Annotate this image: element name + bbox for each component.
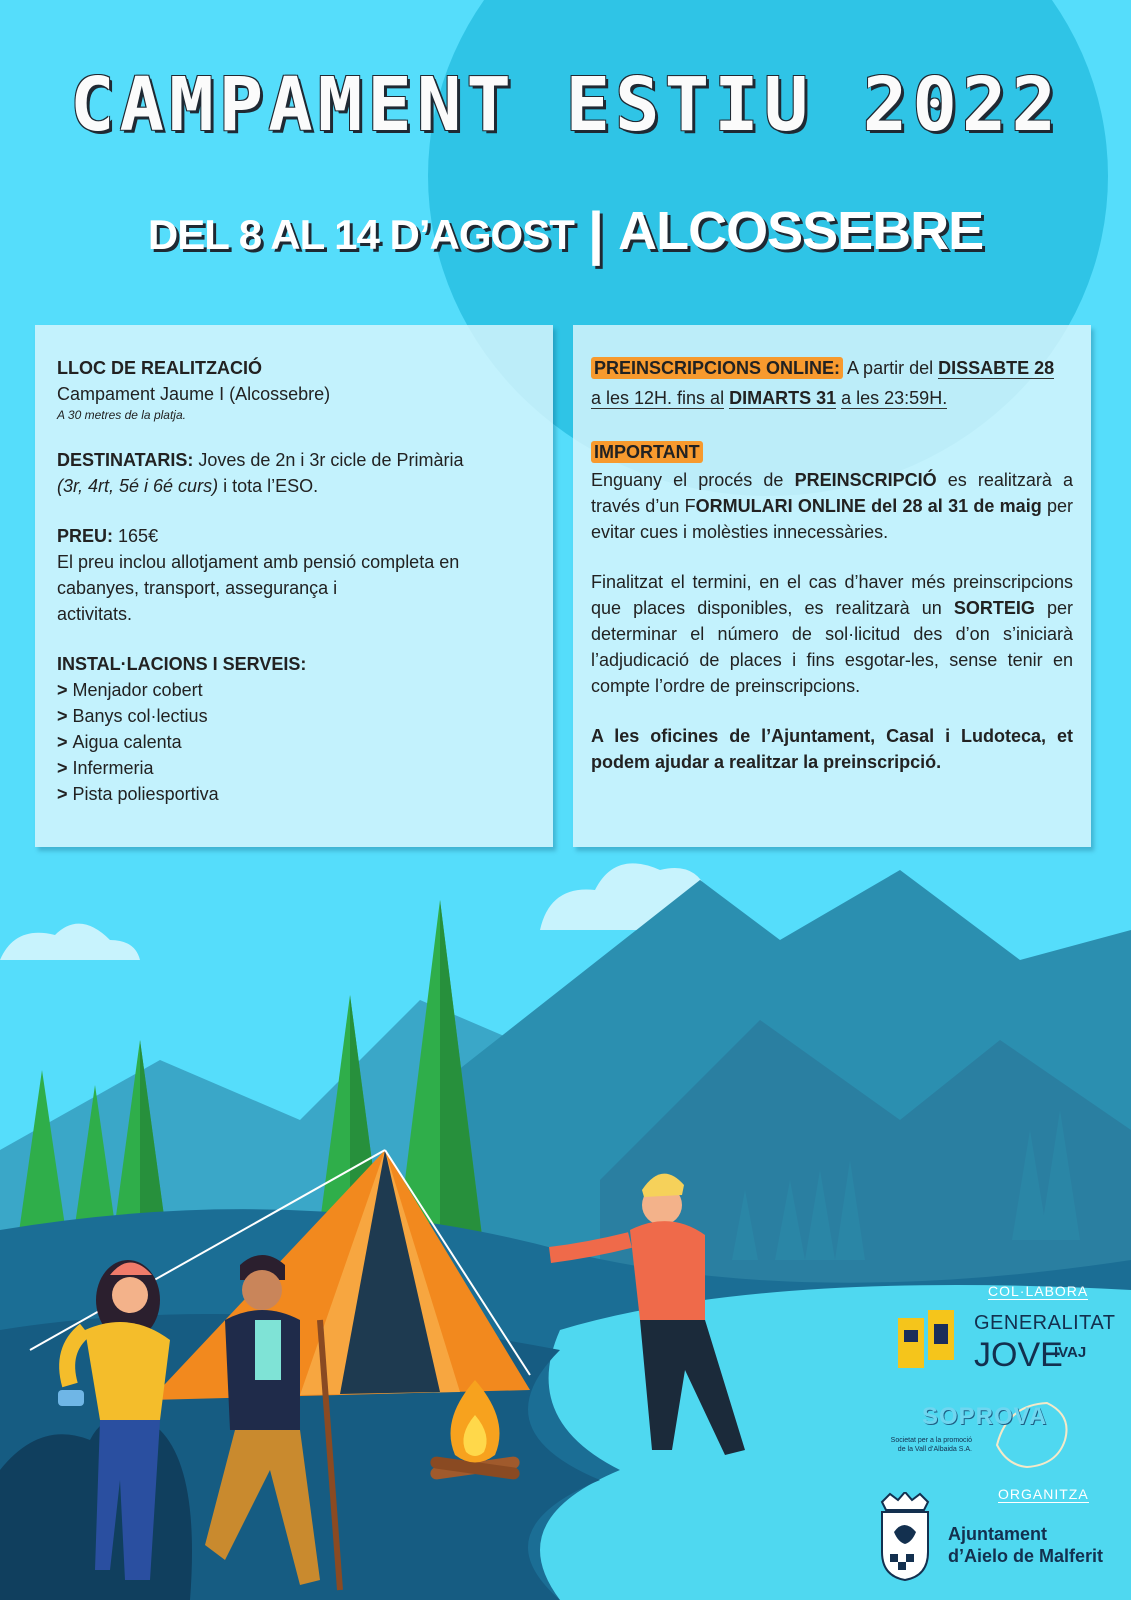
- info-panel-right: [573, 325, 1091, 847]
- pre-date-1: DISSABTE 28: [938, 358, 1055, 378]
- dest-italic: (3r, 4rt, 5é i 6é curs): [57, 476, 219, 496]
- pre-text-3: a les 23:59H.: [841, 388, 948, 408]
- ajuntament-text-2: d’Aielo de Malferit: [948, 1546, 1104, 1566]
- serveis-title: INSTAL·LACIONS I SERVEIS:: [57, 654, 307, 674]
- preu-value: 165€: [118, 526, 159, 546]
- soprova-logo: [862, 1395, 1092, 1475]
- event-place: ALCOSSEBRE: [618, 201, 984, 261]
- poster-title: CAMPAMENT ESTIU 2022: [69, 62, 1062, 148]
- p3: A les oficines de l’Ajuntament, Casal i Ludoteca, et podem ajudar a realitzar la preinscripció.: [591, 726, 1073, 772]
- soprova-text: SOPROVA: [922, 1403, 1048, 1430]
- ivaj-logo-icon: [898, 1310, 960, 1376]
- lloc-title: LLOC DE REALITZACIÓ: [57, 358, 262, 378]
- important-label: IMPORTANT: [591, 441, 703, 463]
- p1-d: ORMULARI ONLINE del 28 al 31 de maig: [695, 496, 1042, 516]
- pre-text-1: A partir del: [847, 358, 934, 378]
- dest-label: DESTINATARIS:: [57, 450, 194, 470]
- soprova-sub2: de la Vall d’Albaida S.A.: [897, 1446, 972, 1453]
- poster-subtitle: [0, 200, 1131, 267]
- pre-text-2: a les 12H. fins al: [591, 388, 725, 408]
- generalitat-jove-logo: [898, 1310, 1116, 1380]
- list-item: > Banys col·lectius: [57, 703, 531, 729]
- dest-tail: i tota l’ESO.: [223, 476, 319, 496]
- jove-text: JOVE: [974, 1336, 1063, 1374]
- p1-e: per evitar cues i molèsties innecessàries.: [591, 496, 1074, 542]
- colabora-label: COL·LABORA: [988, 1283, 1089, 1299]
- organitza-label: ORGANITZA: [998, 1486, 1089, 1502]
- ajuntament-text-1: Ajuntament: [948, 1524, 1047, 1544]
- p1-b: PREINSCRIPCIÓ: [794, 470, 937, 490]
- soprova-sub1: Societat per a la promoció: [890, 1437, 972, 1444]
- preu-line1: El preu inclou allotjament amb pensió completa en: [57, 552, 460, 572]
- list-item: > Aigua calenta: [57, 729, 531, 755]
- subtitle-separator: |: [587, 201, 605, 266]
- p2-c: per determinar el número de sol·licitud des d’on s’iniciarà l’adjudicació de places i fins esgotar-les, sense tenir en compte l’ordre de preinscripcions.: [591, 598, 1073, 696]
- preu-label: PREU:: [57, 526, 114, 546]
- lloc-note: A 30 metres de la platja.: [57, 408, 186, 422]
- preinscripcions-label: PREINSCRIPCIONS ONLINE:: [591, 357, 843, 379]
- ajuntament-logo: [876, 1490, 1104, 1585]
- colabora-label-wrap: [988, 1283, 1088, 1301]
- foreground-bush: [0, 1417, 192, 1600]
- preu-line3: activitats.: [57, 604, 133, 624]
- info-panel-left: [35, 325, 553, 847]
- list-item: > Pista poliesportiva: [57, 781, 531, 807]
- p1-c: es realitzarà a través d’un F: [591, 470, 1073, 516]
- list-item: > Infermeria: [57, 755, 531, 781]
- dest-text: Joves de 2n i 3r cicle de Primària: [198, 450, 464, 470]
- preu-line2: cabanyes, transport, assegurança i: [57, 578, 338, 598]
- p2-a: Finalitzat el termini, en el cas d’haver més preinscripcions que places disponibles, es realitzarà un: [591, 572, 1073, 618]
- p1-a: Enguany el procés de: [591, 470, 784, 490]
- pre-date-2: DIMARTS 31: [729, 388, 837, 408]
- lloc-text: Campament Jaume I (Alcossebre): [57, 384, 331, 404]
- coat-of-arms-icon: [876, 1492, 934, 1582]
- p2-b: SORTEIG: [953, 598, 1035, 618]
- ivaj-text: IVAJ: [1054, 1344, 1087, 1361]
- generalitat-text: GENERALITAT: [974, 1312, 1116, 1334]
- event-dates: DEL 8 AL 14 D’AGOST: [147, 211, 574, 258]
- list-item: > Menjador cobert: [57, 677, 531, 703]
